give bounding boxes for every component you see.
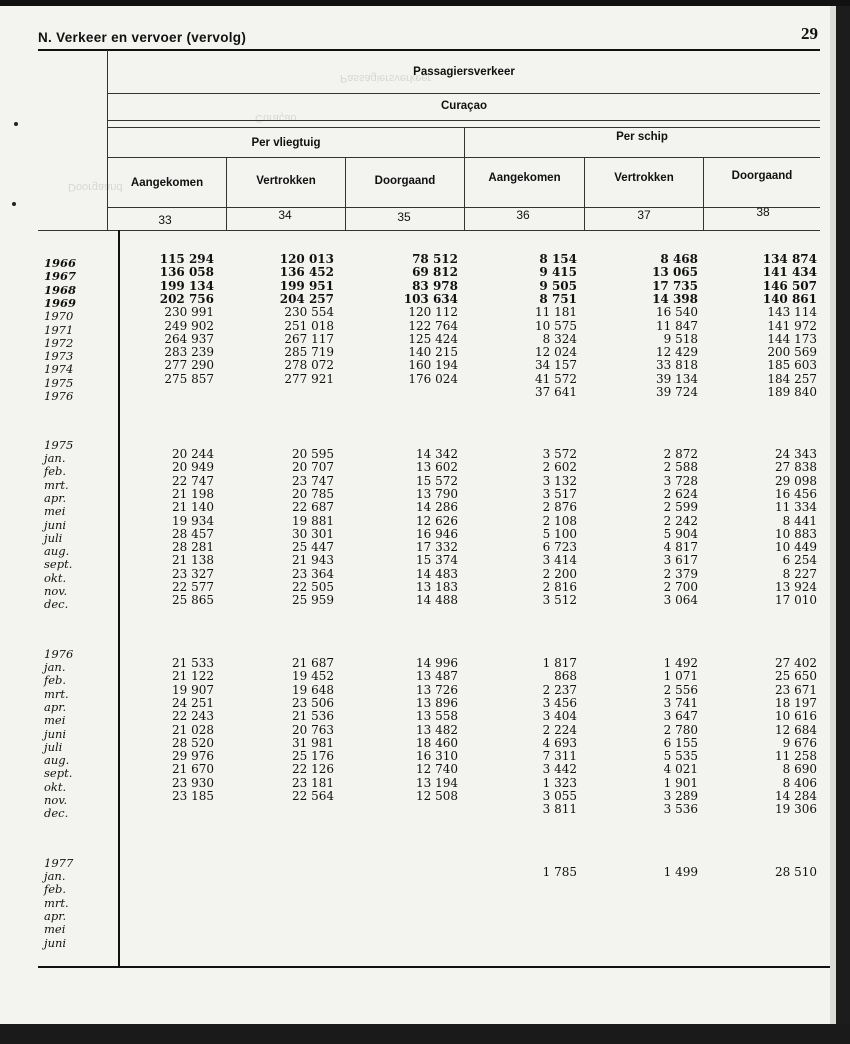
cell-aangekomen-ship: 6 723 bbox=[542, 540, 577, 555]
cell-doorgaand-air: 13 194 bbox=[416, 775, 458, 790]
cell-aangekomen-air: 283 239 bbox=[164, 345, 214, 360]
cell-aangekomen-air: 28 281 bbox=[172, 540, 214, 555]
cell-doorgaand-ship: 146 507 bbox=[762, 278, 817, 293]
cell-vertrokken-ship: 2 700 bbox=[663, 580, 698, 594]
row-label-month: feb. bbox=[44, 464, 67, 479]
row-label-year: 1976 bbox=[44, 389, 74, 403]
page-edge bbox=[830, 0, 850, 1044]
cell-vertrokken-air: 20 595 bbox=[292, 447, 334, 461]
cell-doorgaand-air: 13 896 bbox=[416, 695, 458, 710]
cell-vertrokken-ship: 14 398 bbox=[652, 291, 698, 306]
cell-aangekomen-ship: 3 414 bbox=[542, 553, 577, 568]
row-label-year: 1968 bbox=[44, 282, 77, 297]
cell-aangekomen-ship: 2 200 bbox=[542, 566, 577, 581]
year-label: 1977 bbox=[44, 856, 74, 870]
scan-border-top bbox=[0, 0, 850, 6]
page-header bbox=[38, 24, 820, 50]
cell-vertrokken-ship: 12 429 bbox=[656, 345, 698, 360]
cell-doorgaand-ship: 13 924 bbox=[775, 580, 817, 594]
cell-vertrokken-air: 20 707 bbox=[292, 460, 334, 475]
cell-vertrokken-air: 136 452 bbox=[279, 265, 334, 280]
cell-doorgaand-ship: 10 449 bbox=[775, 540, 817, 555]
header-rule-top bbox=[38, 49, 820, 51]
cell-aangekomen-ship: 3 572 bbox=[542, 447, 577, 461]
row-label-month: jan. bbox=[44, 660, 66, 674]
cell-vertrokken-air: 31 981 bbox=[292, 735, 334, 750]
cell-doorgaand-ship: 19 306 bbox=[775, 802, 817, 817]
cell-doorgaand-ship: 8 406 bbox=[782, 775, 817, 790]
cell-vertrokken-air: 285 719 bbox=[284, 345, 334, 360]
cell-vertrokken-air: 19 452 bbox=[292, 669, 334, 684]
cell-doorgaand-ship: 25 650 bbox=[775, 669, 817, 684]
row-label-month: nov. bbox=[44, 793, 68, 807]
cell-aangekomen-air: 28 520 bbox=[172, 735, 214, 750]
cell-aangekomen-ship: 12 024 bbox=[535, 345, 577, 360]
cell-aangekomen-air: 22 747 bbox=[172, 473, 214, 488]
cell-vertrokken-air: 21 687 bbox=[292, 656, 334, 670]
cell-vertrokken-air: 23 747 bbox=[292, 473, 334, 488]
row-label-month: feb. bbox=[44, 673, 67, 688]
cell-aangekomen-air: 20 949 bbox=[172, 460, 214, 475]
cell-doorgaand-air: 14 488 bbox=[416, 593, 458, 608]
cell-doorgaand-ship: 185 603 bbox=[767, 358, 817, 373]
row-label-month: mei bbox=[44, 713, 66, 728]
cell-aangekomen-ship: 41 572 bbox=[535, 371, 577, 386]
cell-vertrokken-air: 30 301 bbox=[292, 526, 334, 541]
cell-aangekomen-ship: 10 575 bbox=[535, 318, 577, 333]
cell-doorgaand-air: 13 790 bbox=[416, 486, 458, 501]
binder-mark bbox=[12, 202, 16, 206]
column-header-vertrokken-ship: Vertrokken bbox=[614, 172, 674, 184]
cell-aangekomen-ship: 37 641 bbox=[535, 385, 577, 399]
cell-aangekomen-air: 23 185 bbox=[172, 789, 214, 803]
cell-vertrokken-air: 204 257 bbox=[279, 291, 334, 306]
binder-mark bbox=[14, 122, 18, 126]
cell-aangekomen-air: 20 244 bbox=[172, 447, 214, 461]
cell-doorgaand-air: 12 740 bbox=[416, 762, 458, 777]
cell-vertrokken-air: 278 072 bbox=[284, 358, 334, 373]
cell-vertrokken-ship: 1 499 bbox=[663, 865, 698, 879]
cell-doorgaand-air: 16 946 bbox=[416, 526, 458, 541]
cell-doorgaand-ship: 12 684 bbox=[775, 722, 817, 737]
cell-vertrokken-air: 25 959 bbox=[292, 593, 334, 608]
cell-doorgaand-ship: 10 616 bbox=[775, 709, 817, 724]
rule bbox=[108, 93, 820, 94]
section-title: N. Verkeer en vervoer (vervolg) bbox=[38, 30, 247, 45]
cell-doorgaand-air: 78 512 bbox=[412, 252, 458, 266]
cell-vertrokken-ship: 13 065 bbox=[652, 265, 698, 280]
cell-doorgaand-ship: 8 690 bbox=[782, 762, 817, 777]
page-number: 29 bbox=[801, 24, 818, 43]
cell-vertrokken-air: 230 554 bbox=[284, 305, 334, 320]
cell-doorgaand-air: 12 626 bbox=[416, 513, 458, 528]
column-header-doorgaand-air: Doorgaand bbox=[374, 175, 436, 187]
cell-doorgaand-air: 122 764 bbox=[408, 318, 458, 333]
cell-doorgaand-air: 14 996 bbox=[416, 656, 458, 670]
cell-aangekomen-air: 21 670 bbox=[172, 762, 214, 777]
cell-vertrokken-ship: 3 536 bbox=[663, 802, 698, 817]
cell-vertrokken-ship: 3 064 bbox=[663, 593, 698, 608]
cell-aangekomen-air: 28 457 bbox=[172, 526, 214, 541]
cell-vertrokken-ship: 17 735 bbox=[652, 278, 698, 293]
cell-aangekomen-ship: 2 224 bbox=[542, 722, 577, 737]
cell-vertrokken-ship: 2 872 bbox=[663, 447, 698, 461]
row-label-month: jan. bbox=[44, 869, 66, 883]
cell-aangekomen-air: 230 991 bbox=[164, 305, 214, 320]
cell-aangekomen-ship: 1 785 bbox=[542, 865, 577, 879]
cell-aangekomen-ship: 868 bbox=[554, 669, 577, 684]
column-rule bbox=[345, 158, 346, 230]
cell-aangekomen-air: 22 243 bbox=[172, 709, 214, 724]
cell-vertrokken-ship: 9 518 bbox=[663, 331, 698, 346]
row-label-year: 1970 bbox=[44, 309, 74, 324]
cell-aangekomen-ship: 3 404 bbox=[542, 709, 577, 724]
header-curacao: Curaçao bbox=[440, 100, 488, 112]
cell-vertrokken-air: 21 536 bbox=[292, 709, 334, 724]
cell-aangekomen-ship: 8 324 bbox=[542, 331, 577, 346]
cell-aangekomen-air: 29 976 bbox=[172, 749, 214, 764]
row-label-month: juni bbox=[44, 935, 67, 950]
cell-doorgaand-air: 69 812 bbox=[412, 265, 458, 280]
bleed-through-text: Passagiersverkeer bbox=[340, 72, 432, 84]
cell-vertrokken-ship: 1 492 bbox=[663, 656, 698, 670]
row-label-year: 1967 bbox=[44, 269, 77, 284]
cell-aangekomen-ship: 11 181 bbox=[535, 305, 577, 320]
rule bbox=[108, 120, 820, 121]
cell-aangekomen-air: 19 934 bbox=[172, 513, 214, 528]
row-label-month: okt. bbox=[44, 779, 67, 794]
cell-doorgaand-ship: 8 441 bbox=[782, 513, 817, 528]
cell-doorgaand-air: 13 726 bbox=[416, 682, 458, 697]
cell-vertrokken-air: 25 176 bbox=[292, 749, 334, 764]
cell-aangekomen-ship: 1 817 bbox=[542, 656, 577, 670]
cell-doorgaand-air: 14 483 bbox=[416, 566, 458, 581]
column-rule bbox=[584, 158, 585, 230]
cell-doorgaand-ship: 16 456 bbox=[775, 486, 817, 501]
cell-vertrokken-air: 19 648 bbox=[292, 682, 334, 697]
cell-vertrokken-air: 22 126 bbox=[292, 762, 334, 777]
cell-aangekomen-ship: 7 311 bbox=[542, 749, 577, 764]
cell-vertrokken-air: 251 018 bbox=[284, 318, 334, 333]
row-label-month: apr. bbox=[44, 699, 67, 714]
cell-aangekomen-air: 277 290 bbox=[164, 358, 214, 373]
cell-doorgaand-ship: 6 254 bbox=[782, 553, 817, 568]
cell-doorgaand-air: 13 558 bbox=[416, 709, 458, 724]
cell-doorgaand-ship: 23 671 bbox=[775, 682, 817, 697]
cell-vertrokken-ship: 39 724 bbox=[656, 385, 698, 399]
cell-aangekomen-ship: 2 237 bbox=[542, 682, 577, 697]
cell-aangekomen-air: 275 857 bbox=[164, 371, 214, 386]
cell-vertrokken-air: 22 505 bbox=[292, 580, 334, 594]
cell-vertrokken-ship: 2 588 bbox=[663, 460, 698, 475]
cell-aangekomen-air: 21 533 bbox=[172, 656, 214, 670]
cell-aangekomen-ship: 2 876 bbox=[542, 500, 577, 515]
year-label: 1975 bbox=[44, 438, 74, 452]
column-number: 35 bbox=[397, 210, 411, 224]
row-label-year: 1973 bbox=[44, 349, 74, 364]
cell-aangekomen-air: 19 907 bbox=[172, 682, 214, 697]
header-passagiersverkeer: Passagiersverkeer bbox=[413, 66, 515, 78]
cell-vertrokken-ship: 39 134 bbox=[656, 371, 698, 386]
cell-vertrokken-ship: 6 155 bbox=[663, 735, 698, 750]
cell-vertrokken-ship: 8 468 bbox=[660, 252, 698, 266]
cell-vertrokken-air: 19 881 bbox=[292, 513, 334, 528]
cell-vertrokken-air: 23 506 bbox=[292, 695, 334, 710]
bleed-through-text: Curaçao bbox=[255, 112, 297, 124]
cell-doorgaand-ship: 27 402 bbox=[775, 656, 817, 670]
cell-doorgaand-air: 13 183 bbox=[416, 580, 458, 594]
cell-aangekomen-ship: 3 442 bbox=[542, 762, 577, 777]
cell-vertrokken-ship: 2 624 bbox=[663, 486, 698, 501]
cell-doorgaand-ship: 141 972 bbox=[767, 318, 817, 333]
cell-vertrokken-ship: 4 021 bbox=[663, 762, 698, 777]
cell-vertrokken-ship: 3 647 bbox=[663, 709, 698, 724]
cell-aangekomen-air: 21 198 bbox=[172, 486, 214, 501]
cell-vertrokken-ship: 2 599 bbox=[663, 500, 698, 515]
cell-aangekomen-air: 21 140 bbox=[172, 500, 214, 515]
cell-vertrokken-ship: 3 289 bbox=[663, 789, 698, 803]
scan-border-bottom bbox=[0, 1024, 850, 1044]
cell-aangekomen-ship: 8 751 bbox=[539, 291, 577, 306]
row-label-month: sept. bbox=[44, 766, 73, 781]
cell-doorgaand-ship: 8 227 bbox=[782, 566, 817, 581]
cell-aangekomen-air: 21 028 bbox=[172, 722, 214, 737]
stub-column-rule bbox=[118, 230, 120, 967]
cell-doorgaand-ship: 144 173 bbox=[767, 331, 817, 346]
cell-aangekomen-ship: 3 055 bbox=[542, 789, 577, 803]
cell-doorgaand-ship: 143 114 bbox=[767, 305, 817, 320]
row-label-month: apr. bbox=[44, 490, 67, 505]
cell-vertrokken-ship: 3 728 bbox=[663, 473, 698, 488]
cell-doorgaand-ship: 140 861 bbox=[762, 291, 817, 306]
cell-vertrokken-ship: 2 556 bbox=[663, 682, 698, 697]
row-label-month: mrt. bbox=[44, 477, 69, 492]
cell-doorgaand-ship: 141 434 bbox=[762, 265, 817, 280]
row-label-year: 1972 bbox=[44, 335, 74, 350]
cell-vertrokken-ship: 2 780 bbox=[663, 722, 698, 737]
row-label-year: 1966 bbox=[44, 256, 77, 270]
column-header-aangekomen-air: Aangekomen bbox=[130, 177, 204, 189]
cell-vertrokken-air: 22 564 bbox=[292, 789, 334, 803]
cell-aangekomen-ship: 2 108 bbox=[542, 513, 577, 528]
cell-vertrokken-air: 25 447 bbox=[292, 540, 334, 555]
cell-doorgaand-air: 13 487 bbox=[416, 669, 458, 684]
cell-aangekomen-ship: 9 415 bbox=[539, 265, 577, 280]
row-label-month: juni bbox=[44, 517, 67, 532]
cell-vertrokken-ship: 1 071 bbox=[663, 669, 698, 684]
row-label-month: okt. bbox=[44, 570, 67, 585]
cell-doorgaand-ship: 11 334 bbox=[775, 500, 817, 515]
cell-vertrokken-air: 277 921 bbox=[284, 371, 334, 386]
row-label-month: juni bbox=[44, 726, 67, 741]
cell-aangekomen-air: 115 294 bbox=[159, 252, 214, 266]
cell-doorgaand-air: 140 215 bbox=[408, 345, 458, 360]
cell-vertrokken-air: 23 181 bbox=[292, 775, 334, 790]
cell-aangekomen-ship: 3 517 bbox=[542, 486, 577, 501]
column-number: 33 bbox=[158, 213, 172, 227]
cell-doorgaand-ship: 17 010 bbox=[775, 593, 817, 608]
cell-vertrokken-ship: 4 817 bbox=[663, 540, 698, 555]
year-label: 1976 bbox=[44, 647, 74, 661]
cell-vertrokken-air: 22 687 bbox=[292, 500, 334, 515]
cell-vertrokken-air: 267 117 bbox=[284, 331, 334, 346]
row-label-year: 1971 bbox=[44, 322, 74, 337]
row-label-month: aug. bbox=[44, 753, 70, 768]
cell-doorgaand-air: 13 482 bbox=[416, 722, 458, 737]
row-label-month: mei bbox=[44, 504, 66, 519]
cell-vertrokken-air: 20 785 bbox=[292, 486, 334, 501]
column-number: 36 bbox=[516, 208, 530, 222]
cell-doorgaand-ship: 10 883 bbox=[775, 526, 817, 541]
cell-doorgaand-ship: 184 257 bbox=[767, 371, 817, 386]
cell-aangekomen-ship: 2 816 bbox=[542, 580, 577, 594]
cell-doorgaand-air: 14 342 bbox=[416, 447, 458, 461]
row-label-month: aug. bbox=[44, 544, 70, 559]
row-label-month: sept. bbox=[44, 557, 73, 572]
row-label-month: mrt. bbox=[44, 686, 69, 701]
cell-aangekomen-ship: 8 154 bbox=[539, 252, 577, 266]
cell-vertrokken-air: 120 013 bbox=[279, 252, 334, 266]
column-number: 34 bbox=[278, 208, 292, 222]
cell-vertrokken-ship: 3 741 bbox=[663, 695, 698, 710]
cell-aangekomen-air: 25 865 bbox=[172, 593, 214, 608]
row-label-month: feb. bbox=[44, 882, 67, 897]
column-rule bbox=[703, 158, 704, 230]
row-label-month: dec. bbox=[44, 806, 69, 821]
table-rule-bottom bbox=[38, 966, 830, 968]
cell-doorgaand-ship: 14 284 bbox=[775, 789, 817, 803]
cell-aangekomen-air: 21 138 bbox=[172, 553, 214, 568]
cell-vertrokken-ship: 3 617 bbox=[663, 553, 698, 568]
cell-aangekomen-ship: 3 132 bbox=[542, 473, 577, 488]
row-label-month: nov. bbox=[44, 584, 68, 598]
row-label-year: 1974 bbox=[44, 362, 74, 377]
cell-doorgaand-ship: 18 197 bbox=[775, 695, 817, 710]
cell-doorgaand-ship: 24 343 bbox=[775, 447, 817, 461]
row-label-month: jan. bbox=[44, 451, 66, 465]
cell-aangekomen-air: 22 577 bbox=[172, 580, 214, 594]
cell-vertrokken-ship: 2 379 bbox=[663, 566, 698, 581]
row-label-month: dec. bbox=[44, 597, 69, 612]
cell-aangekomen-ship: 5 100 bbox=[542, 526, 577, 541]
cell-doorgaand-ship: 29 098 bbox=[775, 473, 817, 488]
cell-doorgaand-air: 160 194 bbox=[408, 358, 458, 373]
row-label-month: mrt. bbox=[44, 895, 69, 910]
column-number: 38 bbox=[756, 205, 770, 219]
cell-doorgaand-air: 12 508 bbox=[416, 789, 458, 803]
cell-aangekomen-air: 264 937 bbox=[164, 331, 214, 346]
cell-aangekomen-air: 249 902 bbox=[164, 318, 214, 333]
cell-aangekomen-ship: 3 811 bbox=[542, 802, 577, 817]
cell-vertrokken-ship: 2 242 bbox=[663, 513, 698, 528]
header-per-vliegtuig: Per vliegtuig bbox=[251, 137, 321, 149]
cell-doorgaand-air: 15 572 bbox=[416, 473, 458, 488]
row-label-month: juli bbox=[44, 739, 63, 754]
cell-aangekomen-air: 136 058 bbox=[159, 265, 214, 280]
cell-doorgaand-ship: 200 569 bbox=[767, 345, 817, 360]
row-label-month: apr. bbox=[44, 908, 67, 923]
cell-vertrokken-air: 20 763 bbox=[292, 722, 334, 737]
cell-doorgaand-ship: 11 258 bbox=[775, 749, 817, 764]
cell-doorgaand-air: 13 602 bbox=[416, 460, 458, 475]
cell-aangekomen-air: 24 251 bbox=[172, 695, 214, 710]
row-label-year: 1969 bbox=[44, 295, 77, 310]
cell-vertrokken-ship: 5 535 bbox=[663, 749, 698, 764]
cell-doorgaand-air: 176 024 bbox=[408, 371, 458, 386]
cell-aangekomen-ship: 2 602 bbox=[542, 460, 577, 475]
cell-aangekomen-ship: 4 693 bbox=[542, 735, 577, 750]
cell-doorgaand-ship: 28 510 bbox=[775, 865, 817, 879]
cell-vertrokken-ship: 5 904 bbox=[663, 526, 698, 541]
cell-doorgaand-ship: 27 838 bbox=[775, 460, 817, 475]
header-rule-bottom bbox=[38, 230, 820, 231]
row-label-month: juli bbox=[44, 530, 63, 545]
bleed-through-text: Doorgaand bbox=[68, 181, 123, 193]
cell-doorgaand-air: 103 634 bbox=[403, 291, 458, 306]
cell-doorgaand-air: 83 978 bbox=[412, 278, 458, 293]
column-rule bbox=[226, 158, 227, 230]
cell-aangekomen-air: 23 327 bbox=[172, 566, 214, 581]
cell-aangekomen-air: 21 122 bbox=[172, 669, 214, 684]
row-label-month: mei bbox=[44, 922, 66, 937]
cell-doorgaand-ship: 134 874 bbox=[762, 252, 817, 266]
column-header-vertrokken-air: Vertrokken bbox=[256, 175, 316, 187]
cell-aangekomen-ship: 1 323 bbox=[542, 775, 577, 790]
header-per-schip: Per schip bbox=[616, 131, 668, 143]
cell-doorgaand-air: 125 424 bbox=[408, 331, 458, 346]
cell-vertrokken-air: 23 364 bbox=[292, 566, 334, 581]
cell-aangekomen-ship: 34 157 bbox=[535, 358, 577, 373]
cell-doorgaand-air: 16 310 bbox=[416, 749, 458, 764]
cell-aangekomen-air: 202 756 bbox=[159, 291, 214, 306]
cell-vertrokken-ship: 11 847 bbox=[656, 318, 698, 333]
cell-doorgaand-ship: 9 676 bbox=[782, 735, 817, 750]
cell-aangekomen-ship: 9 505 bbox=[539, 278, 577, 293]
row-label-year: 1975 bbox=[44, 375, 74, 390]
column-header-aangekomen-ship: Aangekomen bbox=[488, 172, 561, 184]
cell-aangekomen-ship: 3 456 bbox=[542, 695, 577, 710]
cell-aangekomen-ship: 3 512 bbox=[542, 593, 577, 608]
column-header-doorgaand-ship: Doorgaand bbox=[731, 170, 793, 182]
cell-doorgaand-air: 18 460 bbox=[416, 735, 458, 750]
cell-doorgaand-air: 120 112 bbox=[408, 305, 458, 320]
cell-doorgaand-ship: 189 840 bbox=[767, 385, 817, 399]
cell-vertrokken-ship: 1 901 bbox=[663, 775, 698, 790]
cell-vertrokken-ship: 33 818 bbox=[656, 358, 698, 373]
cell-vertrokken-air: 199 951 bbox=[279, 278, 334, 293]
cell-doorgaand-air: 14 286 bbox=[416, 500, 458, 515]
cell-doorgaand-air: 17 332 bbox=[416, 540, 458, 555]
cell-vertrokken-air: 21 943 bbox=[292, 553, 334, 568]
column-number: 37 bbox=[637, 208, 651, 222]
cell-aangekomen-air: 23 930 bbox=[172, 775, 214, 790]
cell-doorgaand-air: 15 374 bbox=[416, 553, 458, 568]
cell-vertrokken-ship: 16 540 bbox=[656, 305, 698, 320]
cell-aangekomen-air: 199 134 bbox=[159, 278, 214, 293]
